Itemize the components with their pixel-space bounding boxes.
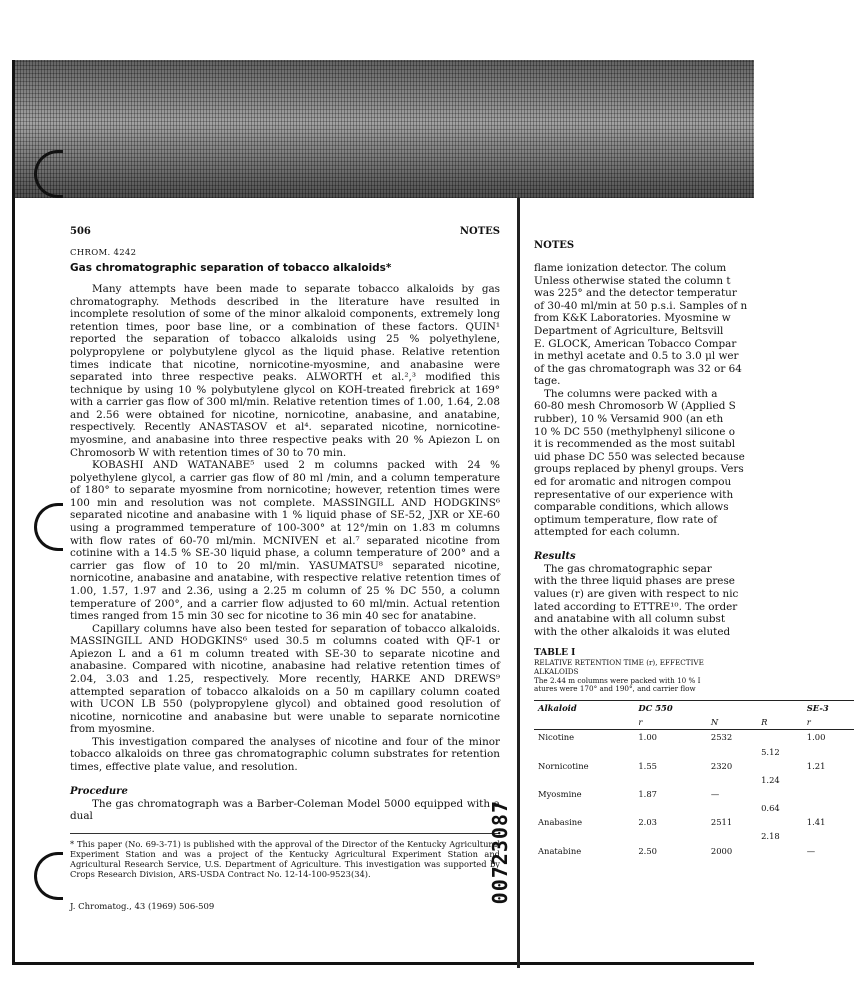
table-cell — [803, 829, 854, 843]
text-line: The columns were packed with a — [544, 387, 718, 400]
paragraph: Many attempts have been made to separate tobacco alkaloids by gas chromatography. Methods described in the literature have resulted in incomplete resolution of some of the minor alkaloid components, extremely long retention times, poor base line, or a combination of these factors. QUIN¹ reported the separation of tobacco alkaloids using 25 % polyethylene, polypropylene or polybutylene glycol as the liquid phase. Relative retention times indicate that nicotine, nornicotine-myosmine, and anabasine were separated into three respective peaks. ALWORTH et al.²,³ modified this technique by using 10 % polybutylene glycol on KOH-treated firebrick at 169° with a carrier gas flow of 300 ml/min. Relative retention times of 1.00, 1.64, 2.08 and 2.56 were obtained for nicotine, nornicotine, anabasine, and anatabine, respectively. Recently ANASTASOV et al⁴. separated nicotine, nornicotine-myosmine, and anabasine into three respective peaks with 20 % Apiezon L on Chromosorb W with retention times of 30 to 70 min. — [70, 283, 500, 459]
table-cell — [707, 773, 757, 787]
table-header-cell: SE-3 — [803, 701, 854, 716]
table-cell: 2.03 — [638, 817, 657, 828]
table-subheader-cell: R — [757, 715, 803, 730]
table-cell — [634, 745, 707, 759]
text-line: The gas chromatographic separ — [544, 562, 712, 575]
table-header-cell: Alkaloid — [534, 701, 634, 716]
procedure-text: The gas chromatograph was a Barber-Coleman Model 5000 equipped with a dual — [70, 797, 500, 823]
text-line: ed for aromatic and nitrogen compou — [534, 475, 732, 488]
table-cell — [707, 801, 757, 815]
table-cell: — — [710, 789, 720, 799]
text-line: in methyl acetate and 0.5 to 3.0 μl wer — [534, 350, 739, 363]
table-cell: 2.50 — [638, 845, 657, 856]
right-text-block-2 — [534, 388, 754, 539]
text-line: optimum temperature, flow rate of — [534, 513, 718, 526]
table-label: TABLE I — [534, 648, 576, 659]
paragraph: This investigation compared the analyses of nicotine and four of the minor tobacco alkaloids on three gas chromatographic column substrates for retention times, effective plate value, and resolution. — [70, 735, 500, 774]
table-cell — [803, 773, 854, 787]
paragraph: Capillary columns have also been tested for separation of tobacco alkaloids. MASSINGILL AND HODGKINS⁶ used 30.5 m columns coated with QF-1 or Apiezon L and a 61 m column treated with SE-30 to separate nicotine and anabasine. Compared with nicotine, anabasine had relative retention times of 2.04, 3.03 and 1.25, respectively. More recently, HARKE AND DREWS⁹ attempted separation of tobacco alkaloids on a 50 m capillary column coated with UCON LB 550 (polypropylene glycol) and obtained good resolution of nicotine, nornicotine and anabasine but were unable to separate nornicotine from myosmine. — [70, 622, 500, 736]
table-cell — [534, 801, 634, 815]
table-row — [534, 745, 854, 759]
left-page-header — [70, 226, 500, 238]
table-cell: 1.87 — [638, 789, 657, 799]
page-number: 506 — [70, 226, 91, 237]
table-row — [534, 787, 854, 801]
left-page — [70, 226, 500, 946]
table-cell — [803, 745, 854, 759]
table-cell: 1.24 — [761, 774, 780, 785]
text-line: with the three liquid phases are prese — [534, 575, 735, 588]
text-line: was 225° and the detector temperatur — [534, 287, 737, 300]
table-subheader-cell — [534, 715, 634, 730]
text-line: rubber), 10 % Versamid 900 (an eth — [534, 413, 724, 426]
text-line: Department of Agriculture, Beltsvill — [534, 324, 724, 337]
text-line: tage. — [534, 375, 561, 388]
table-note-2: atures were 170° and 190°, and carrier flow — [534, 684, 696, 694]
table-cell — [634, 801, 707, 815]
table-subheader-cell: r — [803, 715, 854, 730]
text-line: lated according to ETTRE¹⁰. The order — [534, 600, 738, 613]
header-notes-right: NOTES — [534, 240, 575, 251]
frame-bottom-border — [12, 962, 754, 965]
table-cell — [534, 773, 634, 787]
table-cell — [803, 801, 854, 815]
frame-left-border — [12, 60, 15, 965]
table-row — [534, 730, 854, 745]
table-cell: 2320 — [710, 760, 733, 771]
text-line: values (r) are given with respect to nic — [534, 588, 739, 601]
text-line: 60-80 mesh Chromosorb W (Applied S — [534, 400, 736, 413]
table-cell: 5.12 — [761, 746, 780, 757]
table-cell — [707, 829, 757, 843]
text-line: E. GLOCK, American Tobacco Compar — [534, 337, 737, 350]
text-line: representative of our experience with — [534, 488, 734, 501]
right-text-block-1 — [534, 262, 754, 388]
table-subheader-cell: N — [707, 715, 757, 730]
table-cell — [707, 745, 757, 759]
binder-hole-icon — [34, 503, 63, 551]
table-cell: Nicotine — [538, 732, 575, 743]
table-caption: RELATIVE RETENTION TIME (r), EFFECTIVE — [534, 658, 704, 668]
table-cell — [803, 787, 854, 801]
table-row — [534, 759, 854, 773]
text-line: with the other alkaloids it was eluted — [534, 625, 731, 638]
scan-noise-band — [14, 60, 754, 198]
paragraph: KOBASHI AND WATANABE⁵ used 2 m columns packed with 24 % polyethylene glycol, a carrier gas flow of 80 ml /min, and a column temperature of 180° to separate myosmine from nornicotine; however, retention times were 100 min and resolution was not complete. MASSINGILL AND HODGKINS⁶ separated nicotine and anabasine with 1 % liquid phase of SE-52, JXR or XE-60 using a programmed temperature of 100-300° at 12°/min on 1.83 m columns with flow rates of 60-70 ml/min. MCNIVEN et al.⁷ separated nicotine from cotinine with a 14.5 % SE-30 liquid phase, a column temperature of 200° and a carrier gas flow of 10 to 20 ml/min. YASUMATSU⁸ separated nicotine, nornicotine, anabasine and anatabine, with respective relative retention times of 1.00, 1.57, 1.97 and 2.36, using a 2.25 m column of 25 % DC 550, a column temperature of 200°, and a carrier flow adjusted to 60 ml/min. Actual retention times ranged from 15 min 30 sec for nicotine to 36 min 40 sec for anatabine. — [70, 459, 500, 623]
table-header-cell — [707, 701, 757, 716]
table-row — [534, 815, 854, 829]
right-page-header — [534, 240, 754, 252]
table-cell: 1.00 — [638, 732, 657, 743]
table-cell — [757, 730, 803, 745]
text-line: attempted for each column. — [534, 526, 680, 539]
table-row — [534, 844, 854, 858]
table-cell: Nornicotine — [538, 760, 589, 771]
table-cell: Myosmine — [538, 789, 582, 799]
table-cell: Anabasine — [538, 817, 583, 828]
table-cell — [534, 829, 634, 843]
text-line: groups replaced by phenyl groups. Vers — [534, 463, 744, 476]
table-body — [534, 730, 854, 858]
text-line: 10 % DC 550 (methylphenyl silicone o — [534, 425, 735, 438]
text-line: from K&K Laboratories. Myosmine w — [534, 312, 731, 325]
page-gutter — [517, 198, 520, 968]
table-cell — [757, 759, 803, 773]
table-cell — [534, 745, 634, 759]
results-text — [534, 563, 754, 638]
table-header-row — [534, 701, 854, 716]
table-cell: 2511 — [710, 817, 733, 828]
table-cell — [757, 787, 803, 801]
text-line: and anatabine with all column subst — [534, 613, 726, 626]
right-page — [534, 240, 829, 960]
table-cell: 1.00 — [806, 732, 826, 743]
results-heading: Results — [534, 550, 576, 562]
text-line: comparable conditions, which allows — [534, 501, 729, 514]
table-cell: — — [806, 845, 816, 856]
text-line: Unless otherwise stated the column t — [534, 274, 731, 287]
table-row — [534, 773, 854, 787]
table-cell — [634, 773, 707, 787]
text-line: of 30-40 ml/min at 50 p.s.i. Samples of n — [534, 299, 748, 312]
table-note: The 2.44 m columns were packed with 10 % I — [534, 675, 701, 685]
text-line: it is recommended as the most suitabl — [534, 438, 736, 451]
text-line: of the gas chromatograph was 32 or 64 — [534, 362, 742, 375]
table-row — [534, 829, 854, 843]
table-caption-2: ALKALOIDS — [534, 666, 579, 676]
table-subheader-row — [534, 715, 854, 730]
retention-table — [534, 700, 854, 858]
article-code: CHROM. 4242 — [70, 248, 137, 259]
table-header-cell — [757, 701, 803, 716]
binder-hole-icon — [34, 852, 63, 900]
table-cell: Anatabine — [538, 845, 582, 856]
table-cell — [634, 829, 707, 843]
table-cell: 1.21 — [806, 760, 826, 771]
header-notes: NOTES — [459, 226, 500, 237]
table-cell: 0.64 — [761, 803, 780, 814]
table-subheader-cell: r — [634, 715, 707, 730]
table-header-cell: DC 550 — [634, 701, 707, 716]
text-line: flame ionization detector. The colum — [534, 262, 727, 275]
table-row — [534, 801, 854, 815]
table-cell — [757, 844, 803, 858]
article-title: Gas chromatographic separation of tobacco alkaloids* — [70, 262, 392, 275]
table-cell: 2000 — [710, 845, 733, 856]
document-stamp: 00723087 — [488, 800, 512, 905]
procedure-heading: Procedure — [70, 785, 128, 797]
table-cell — [757, 815, 803, 829]
table-cell: 2532 — [710, 732, 733, 743]
journal-citation: J. Chromatog., 43 (1969) 506-509 — [70, 901, 215, 912]
footnote: * This paper (No. 69-3-71) is published with the approval of the Director of the Kentucky Agricultural Experiment Station and was a project of the Kentucky Agricultural Experiment Station and Agricultural Research Service, U.S. Department of Agriculture. This investigation was supported by Crops Research Division, ARS-USDA Contract No. 12-14-100-9523(34). — [70, 833, 500, 880]
table-cell: 1.41 — [806, 817, 826, 828]
text-line: uid phase DC 550 was selected because — [534, 450, 745, 463]
table-cell: 1.55 — [638, 760, 657, 771]
table-cell: 2.18 — [761, 831, 780, 842]
